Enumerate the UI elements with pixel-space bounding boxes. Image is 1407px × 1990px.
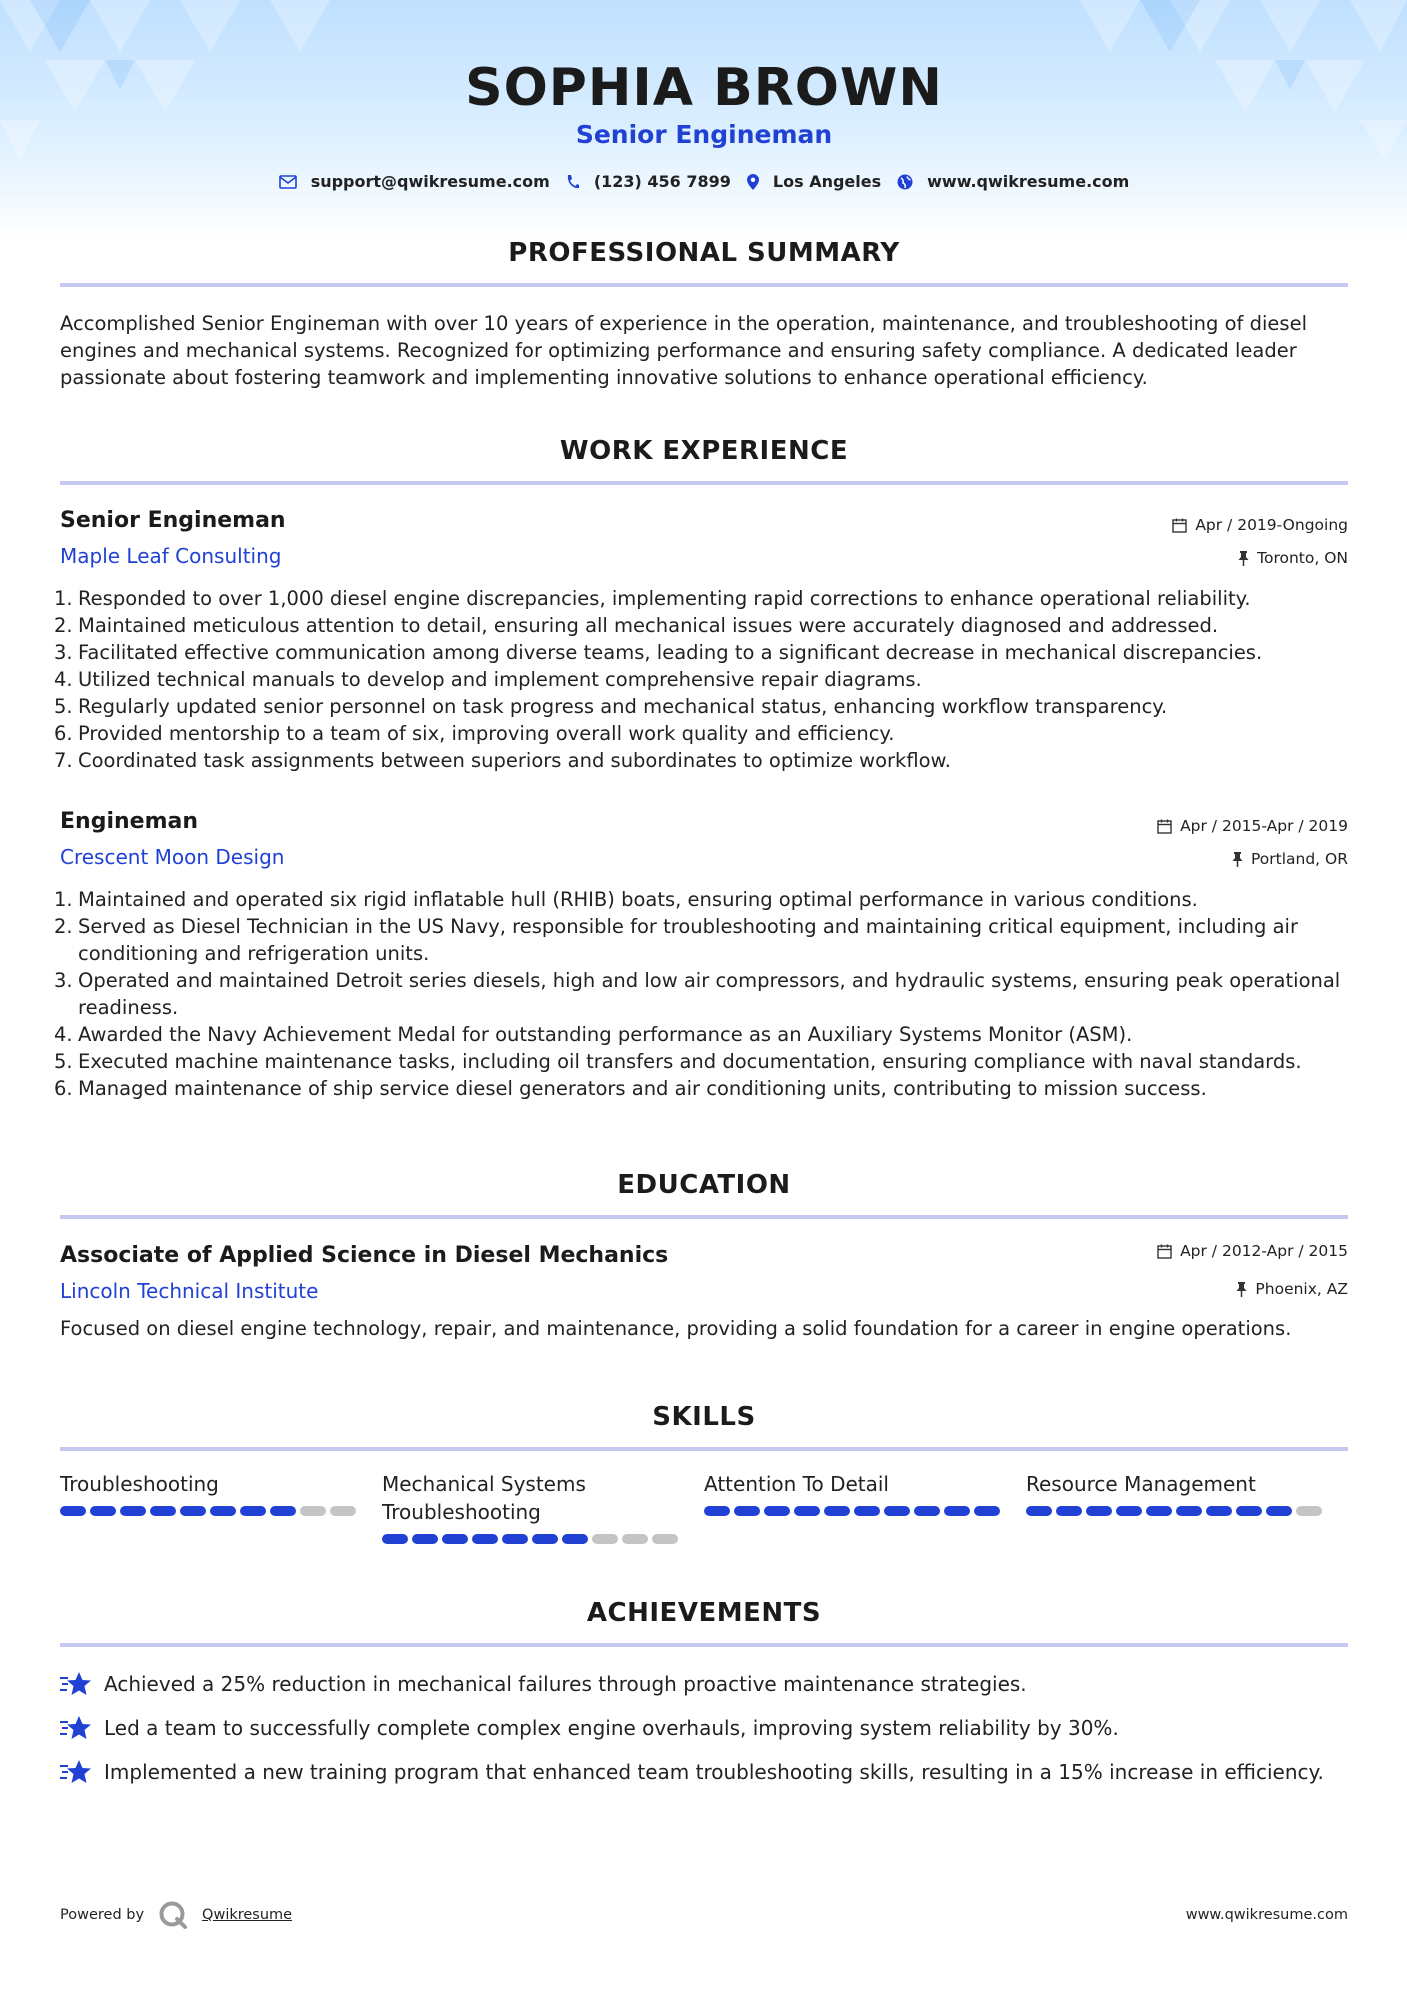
map-pin-icon [747, 174, 759, 190]
candidate-role: Senior Engineman [575, 120, 833, 149]
star-icon [60, 1714, 92, 1742]
contact-email[interactable] [279, 172, 550, 191]
list-item: 6. Managed maintenance of ship service diesel generators and air conditioning units, contributing to mission success. [54, 1077, 1207, 1100]
contact-location [747, 172, 881, 191]
achievement-item [60, 1670, 1027, 1698]
skill-level-bar [382, 1534, 704, 1544]
skill-segment-filled [90, 1506, 116, 1516]
skill-segment-filled [794, 1506, 820, 1516]
list-item: 3. Facilitated effective communication among diverse teams, leading to a significant decrease in mechanical discrepancies. [54, 641, 1263, 664]
globe-icon [897, 174, 913, 190]
candidate-name: SOPHIA BROWN [465, 58, 943, 118]
skill-segment-empty [622, 1534, 648, 1544]
education-location-text: Phoenix, AZ [1255, 1280, 1348, 1298]
list-item: 7. Coordinated task assignments between superiors and subordinates to optimize workflow. [54, 749, 951, 772]
achievement-item [60, 1714, 1119, 1742]
job-1-location [1238, 549, 1348, 567]
education-school: Lincoln Technical Institute [60, 1279, 319, 1303]
skill-segment-filled [472, 1534, 498, 1544]
powered-by-label: Powered by [60, 1907, 145, 1923]
job-2-dates [1157, 817, 1348, 835]
job-2-bullets [54, 886, 1348, 1102]
skill-segment-filled [210, 1506, 236, 1516]
skill-name: Mechanical Systems Troubleshooting [382, 1472, 586, 1524]
star-icon [60, 1758, 92, 1786]
brand-link[interactable]: Qwikresume [202, 1907, 293, 1923]
skill-segment-filled [270, 1506, 296, 1516]
skill-level-bar [704, 1506, 1026, 1516]
skill-segment-filled [1266, 1506, 1292, 1516]
education-heading: EDUCATION [617, 1170, 791, 1200]
skill-segment-filled [1146, 1506, 1172, 1516]
education-dates-text: Apr / 2012-Apr / 2015 [1180, 1242, 1348, 1260]
list-item: 1. Maintained and operated six rigid inflatable hull (RHIB) boats, ensuring optimal performance in various conditions. [54, 888, 1198, 911]
pushpin-icon [1232, 852, 1243, 867]
achievements-heading: ACHIEVEMENTS [586, 1598, 822, 1628]
job-2-location [1232, 850, 1348, 868]
list-item: 1. Responded to over 1,000 diesel engine discrepancies, implementing rapid corrections to enhance operational reliability. [54, 587, 1251, 610]
skill-segment-empty [592, 1534, 618, 1544]
job-1-dates-text: Apr / 2019-Ongoing [1195, 516, 1348, 534]
list-item: 5. Executed machine maintenance tasks, including oil transfers and documentation, ensuring compliance with naval standards. [54, 1050, 1302, 1073]
email-text: support@qwikresume.com [310, 172, 550, 191]
skill-segment-filled [1176, 1506, 1202, 1516]
skill-segment-filled [764, 1506, 790, 1516]
skill-item [382, 1470, 704, 1544]
calendar-icon [1157, 819, 1172, 834]
achievements-divider [60, 1643, 1348, 1647]
skill-segment-filled [382, 1534, 408, 1544]
skill-segment-filled [442, 1534, 468, 1544]
location-text: Los Angeles [772, 172, 882, 191]
skill-segment-filled [1056, 1506, 1082, 1516]
skill-item [1026, 1470, 1348, 1544]
skill-segment-empty [652, 1534, 678, 1544]
education-degree: Associate of Applied Science in Diesel Mechanics [60, 1243, 669, 1268]
education-description: Focused on diesel engine technology, repair, and maintenance, providing a solid foundation for a career in engine operations. [60, 1317, 1292, 1340]
job-2-title: Engineman [60, 809, 198, 834]
list-item: 2. Served as Diesel Technician in the US Navy, responsible for troubleshooting and maintaining critical equipment, including air conditioning and refrigeration units. [54, 915, 1298, 965]
skill-segment-filled [734, 1506, 760, 1516]
skill-segment-filled [60, 1506, 86, 1516]
summary-divider [60, 283, 1348, 287]
qwikresume-logo-icon [158, 1900, 188, 1930]
contact-website[interactable] [897, 172, 1129, 191]
job-1-dates [1172, 516, 1348, 534]
envelope-icon [279, 175, 297, 189]
skill-segment-filled [1116, 1506, 1142, 1516]
experience-divider [60, 481, 1348, 485]
skill-segment-empty [300, 1506, 326, 1516]
skill-segment-filled [562, 1534, 588, 1544]
skill-segment-empty [330, 1506, 356, 1516]
job-1-location-text: Toronto, ON [1257, 549, 1348, 567]
pushpin-icon [1236, 1282, 1247, 1297]
footer-website-link[interactable]: www.qwikresume.com [1185, 1907, 1348, 1923]
skill-segment-filled [1236, 1506, 1262, 1516]
skill-segment-filled [1026, 1506, 1052, 1516]
skill-segment-filled [1086, 1506, 1112, 1516]
list-item: 3. Operated and maintained Detroit series diesels, high and low air compressors, and hydraulic systems, ensuring peak operational readiness. [54, 969, 1341, 1019]
website-text: www.qwikresume.com [927, 172, 1130, 191]
summary-heading: PROFESSIONAL SUMMARY [508, 238, 900, 268]
skill-segment-filled [412, 1534, 438, 1544]
skill-segment-filled [854, 1506, 880, 1516]
skills-divider [60, 1447, 1348, 1451]
achievement-text: Implemented a new training program that enhanced team troubleshooting skills, resulting in a 15% increase in efficiency. [104, 1760, 1324, 1784]
achievement-text: Achieved a 25% reduction in mechanical failures through proactive maintenance strategies. [104, 1672, 1027, 1696]
skill-level-bar [1026, 1506, 1348, 1516]
skill-segment-empty [1296, 1506, 1322, 1516]
skill-name: Attention To Detail [704, 1472, 889, 1496]
skill-segment-filled [884, 1506, 910, 1516]
contact-bar [60, 172, 1348, 191]
skill-segment-filled [120, 1506, 146, 1516]
skill-segment-filled [532, 1534, 558, 1544]
skill-segment-filled [240, 1506, 266, 1516]
job-1-company: Maple Leaf Consulting [60, 544, 282, 568]
education-location [1236, 1280, 1348, 1298]
list-item: 4. Awarded the Navy Achievement Medal for outstanding performance as an Auxiliary Systems Monitor (ASM). [54, 1023, 1133, 1046]
skills-grid [60, 1470, 1348, 1544]
skill-item [704, 1470, 1026, 1544]
skills-heading: SKILLS [652, 1402, 756, 1432]
powered-by [60, 1900, 292, 1930]
list-item: 6. Provided mentorship to a team of six, improving overall work quality and efficiency. [54, 722, 895, 745]
job-1-bullets [54, 585, 1348, 774]
skill-segment-filled [704, 1506, 730, 1516]
list-item: 4. Utilized technical manuals to develop and implement comprehensive repair diagrams. [54, 668, 922, 691]
job-2-dates-text: Apr / 2015-Apr / 2019 [1180, 817, 1348, 835]
skill-name: Troubleshooting [60, 1472, 219, 1496]
skill-segment-filled [944, 1506, 970, 1516]
experience-heading: WORK EXPERIENCE [559, 436, 849, 466]
education-divider [60, 1215, 1348, 1219]
job-2-location-text: Portland, OR [1250, 850, 1348, 868]
calendar-icon [1172, 518, 1187, 533]
skill-segment-filled [824, 1506, 850, 1516]
skill-segment-filled [150, 1506, 176, 1516]
skill-segment-filled [1206, 1506, 1232, 1516]
skill-segment-filled [914, 1506, 940, 1516]
contact-phone[interactable] [566, 172, 731, 191]
skill-segment-filled [974, 1506, 1000, 1516]
job-1-title: Senior Engineman [60, 508, 286, 533]
summary-text: Accomplished Senior Engineman with over 10 years of experience in the operation, maintenance, and troubleshooting of diesel engines and mechanical systems. Recognized for optimizing performance and ensuring safety compliance. A dedicated leader passionate about fostering teamwork and implementing innovative solutions to enhance operational efficiency. [60, 312, 1307, 389]
job-2-company: Crescent Moon Design [60, 845, 285, 869]
list-item: 5. Regularly updated senior personnel on task progress and mechanical status, enhancing workflow transparency. [54, 695, 1168, 718]
achievement-text: Led a team to successfully complete complex engine overhauls, improving system reliability by 30%. [104, 1716, 1119, 1740]
phone-text: (123) 456 7899 [593, 172, 731, 191]
pushpin-icon [1238, 551, 1249, 566]
education-dates [1157, 1242, 1348, 1260]
skill-segment-filled [502, 1534, 528, 1544]
skill-level-bar [60, 1506, 382, 1516]
skill-segment-filled [180, 1506, 206, 1516]
skill-item [60, 1470, 382, 1544]
footer [60, 1895, 1348, 1935]
phone-icon [566, 174, 580, 190]
skill-name: Resource Management [1026, 1472, 1256, 1496]
star-icon [60, 1670, 92, 1698]
list-item: 2. Maintained meticulous attention to detail, ensuring all mechanical issues were accurately diagnosed and addressed. [54, 614, 1219, 637]
calendar-icon [1157, 1244, 1172, 1259]
achievement-item [60, 1758, 1324, 1786]
